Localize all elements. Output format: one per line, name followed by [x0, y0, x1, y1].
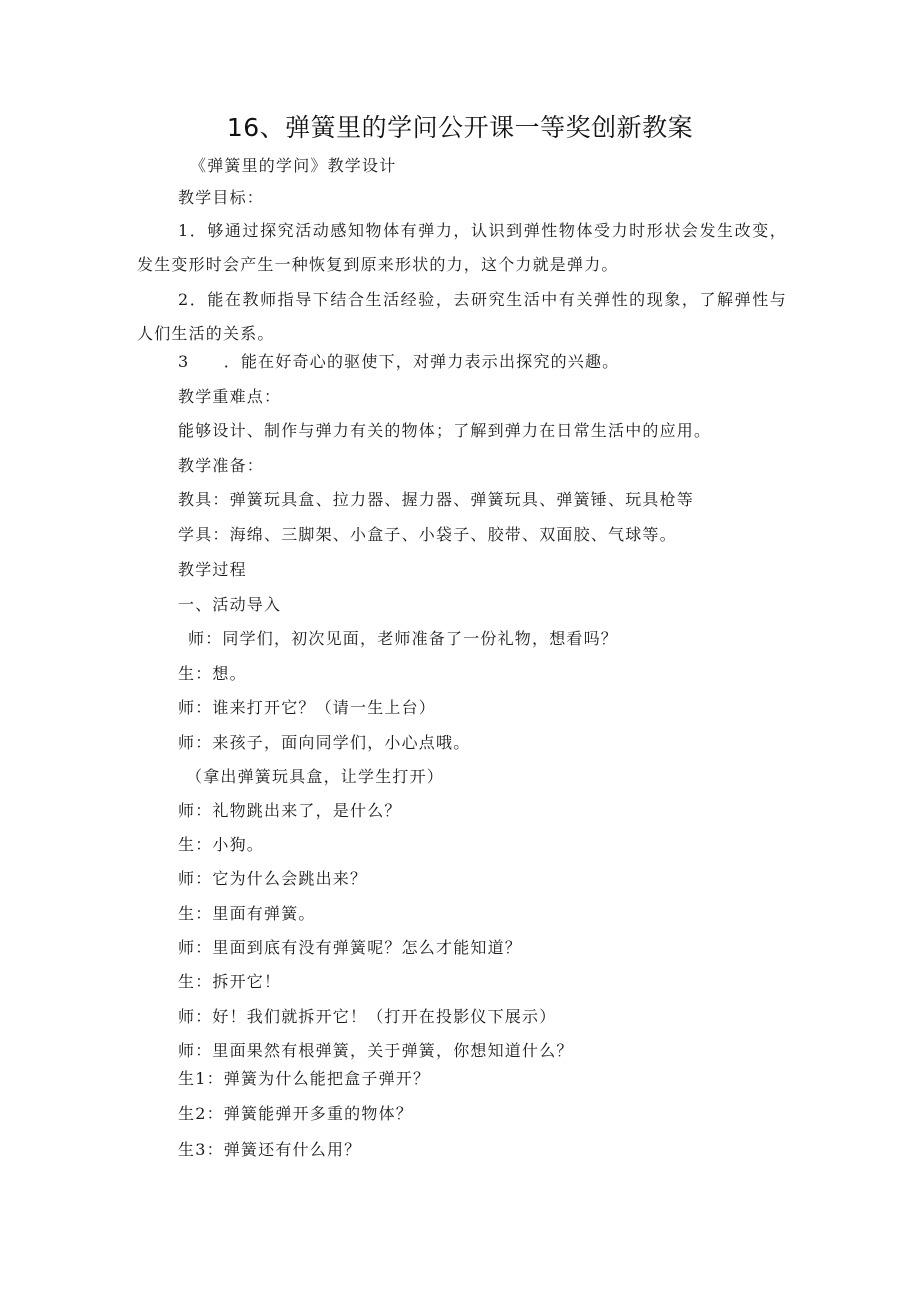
dialogue-line: 师：好！我们就拆开它！（打开在投影仪下展示）	[178, 1007, 557, 1026]
dialogue-line: 师：它为什么会跳出来？	[178, 869, 368, 888]
dialogue-line: 生3：弹簧还有什么用？	[178, 1140, 362, 1159]
process-heading: 教学过程	[178, 560, 247, 579]
dialogue-line: 生：想。	[178, 664, 247, 683]
section-1-heading: 一、活动导入	[178, 595, 282, 614]
dialogue-line: 生：里面有弹簧。	[178, 904, 316, 923]
dialogue-line: （拿出弹簧玩具盒，让学生打开）	[186, 767, 445, 786]
goal-2-paragraph: 2．能在教师指导下结合生活经验，去研究生活中有关弹性的现象，了解弹性与人们生活的关系。	[137, 290, 787, 343]
dialogue-line: 师：礼物跳出来了，是什么？	[178, 801, 402, 820]
dialogue-line: 生1：弹簧为什么能把盒子弹开？	[178, 1069, 431, 1088]
dialogue-line: 师：里面到底有没有弹簧呢？怎么才能知道？	[178, 938, 523, 957]
preparation-heading: 教学准备：	[178, 456, 265, 475]
dialogue-line: 生：拆开它！	[178, 972, 282, 991]
key-points-text: 能够设计、制作与弹力有关的物体；了解到弹力在日常生活中的应用。	[178, 421, 712, 440]
dialogue-line: 生：小狗。	[178, 835, 265, 854]
key-points-heading: 教学重难点：	[178, 387, 282, 406]
lesson-subtitle: 《弹簧里的学问》教学设计	[190, 156, 397, 175]
goal-3-line: 3 ．能在好奇心的驱使下，对弹力表示出探究的兴趣。	[178, 352, 620, 371]
dialogue-line: 生2：弹簧能弹开多重的物体？	[178, 1104, 413, 1123]
goal-1-paragraph: 1．够通过探究活动感知物体有弹力，认识到弹性物体受力时形状会发生改变，发生变形时会产生一种恢复到原来形状的力，这个力就是弹力。	[137, 221, 787, 274]
dialogue-line: 师：来孩子，面向同学们，小心点哦。	[178, 733, 471, 752]
dialogue-line: 师：同学们，初次见面，老师准备了一份礼物，想看吗？	[188, 629, 619, 648]
dialogue-line: 师：里面果然有根弹簧，关于弹簧，你想知道什么？	[178, 1041, 574, 1060]
teacher-tools-line: 教具：弹簧玩具盒、拉力器、握力器、弹簧玩具、弹簧锤、玩具枪等	[178, 490, 695, 509]
goals-heading: 教学目标：	[178, 188, 265, 207]
dialogue-line: 师：谁来打开它？（请一生上台）	[178, 698, 437, 717]
student-tools-line: 学具：海绵、三脚架、小盒子、小袋子、胶带、双面胶、气球等。	[178, 525, 677, 544]
document-title: 16、弹簧里的学问公开课一等奖创新教案	[226, 113, 694, 142]
